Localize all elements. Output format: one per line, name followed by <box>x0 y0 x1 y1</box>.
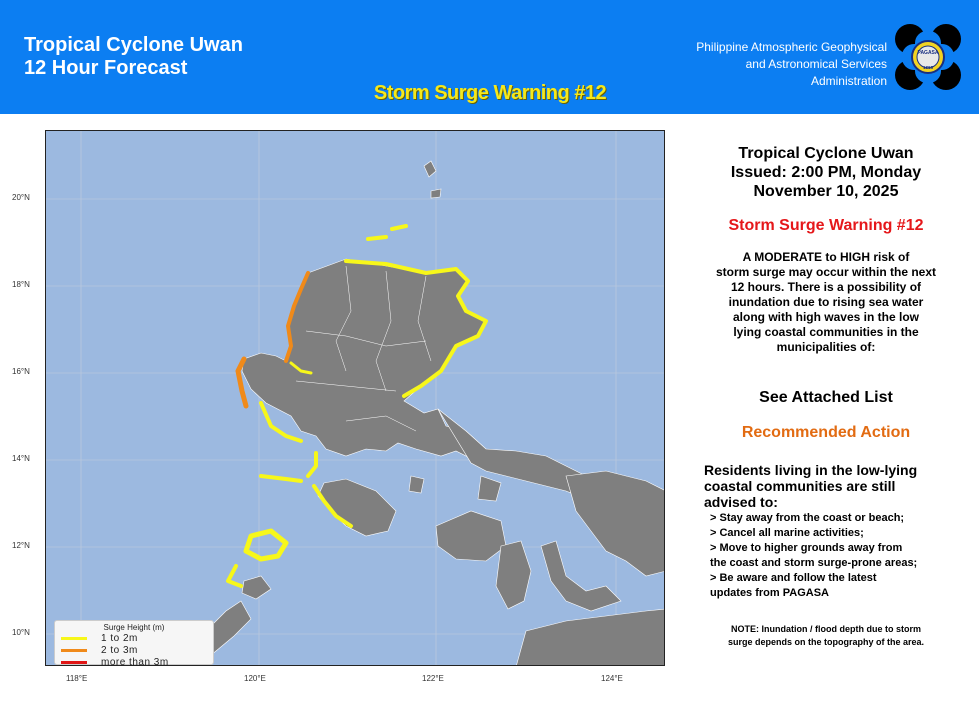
legend-swatch <box>61 637 87 640</box>
legend-item <box>55 656 213 668</box>
issued-block <box>690 144 962 201</box>
advice-items <box>704 511 962 601</box>
legend-label: more than 3m <box>101 656 169 668</box>
see-attached-list: See Attached List <box>759 389 893 406</box>
advice-block <box>690 462 962 601</box>
map-legend <box>54 620 214 668</box>
lat-label: 10°N <box>12 628 30 637</box>
lat-label: 18°N <box>12 280 30 289</box>
advice-line: advised to: <box>704 494 778 510</box>
lat-label: 14°N <box>12 454 30 463</box>
risk-line: municipalities of: <box>776 340 876 354</box>
lon-label: 118°E <box>66 674 88 683</box>
risk-line: A MODERATE to HIGH risk of <box>742 250 910 264</box>
header-bar <box>0 0 979 114</box>
title-line-2: 12 Hour Forecast <box>24 57 188 79</box>
advice-item: updates from PAGASA <box>710 587 829 599</box>
legend-label: 2 to 3m <box>101 644 138 656</box>
risk-line: along with high waves in the low <box>732 310 919 324</box>
advice-line: coastal communities are still <box>704 478 896 494</box>
risk-line: 12 hours. There is a possibility of <box>730 280 922 294</box>
lon-label: 120°E <box>244 674 266 683</box>
legend-swatch <box>61 661 87 664</box>
advice-lead <box>704 462 962 510</box>
topography-note <box>690 623 962 649</box>
romblon-island <box>409 476 424 493</box>
risk-line: storm surge may occur within the next <box>715 265 937 279</box>
advice-item: > Cancel all marine activities; <box>710 527 864 539</box>
advice-item: the coast and storm surge-prone areas; <box>710 557 918 569</box>
risk-statement <box>690 250 962 355</box>
pagasa-logo-icon <box>893 22 963 92</box>
risk-line: inundation due to rising sea water <box>728 295 924 309</box>
lon-label: 122°E <box>422 674 444 683</box>
lat-label: 20°N <box>12 193 30 202</box>
map-canvas <box>46 131 665 666</box>
storm-surge-map <box>0 118 680 693</box>
lat-label: 12°N <box>12 541 30 550</box>
lon-label: 124°E <box>601 674 623 683</box>
recommended-action-heading: Recommended Action <box>741 424 911 441</box>
advice-item: > Be aware and follow the latest <box>710 572 877 584</box>
surge-low-babuyan <box>368 237 386 239</box>
note-line: surge depends on the topography of the area. <box>727 637 925 647</box>
legend-label: 1 to 2m <box>101 632 138 644</box>
legend-swatch <box>61 649 87 652</box>
warning-number: Storm Surge Warning #12 <box>728 217 924 234</box>
advice-item: > Stay away from the coast or beach; <box>710 512 905 524</box>
logo-text: PAGASA <box>917 50 939 56</box>
legend-item <box>55 632 213 644</box>
logo-year: 1865 <box>922 65 934 70</box>
storm-surge-banner: Storm Surge Warning #12 <box>373 82 607 104</box>
risk-line: lying coastal communities in the <box>733 325 919 339</box>
issued-line-3: November 10, 2025 <box>753 183 899 200</box>
agency-line-1: Philippine Atmospheric Geophysical <box>696 40 887 54</box>
title-line-1: Tropical Cyclone Uwan <box>24 34 243 56</box>
map-frame <box>45 130 665 666</box>
note-line: NOTE: Inundation / flood depth due to storm <box>731 624 921 634</box>
advice-line: Residents living in the low-lying <box>704 462 918 478</box>
warning-panel <box>690 144 962 649</box>
issued-line-2: Issued: 2:00 PM, Monday <box>730 164 922 181</box>
forecast-title <box>24 34 243 80</box>
legend-item <box>55 644 213 656</box>
lat-label: 16°N <box>12 367 30 376</box>
advice-item: > Move to higher grounds away from <box>710 542 903 554</box>
agency-line-2: and Astronomical Services <box>745 57 887 71</box>
issued-line-1: Tropical Cyclone Uwan <box>738 145 914 162</box>
legend-title: Surge Height (m) <box>103 623 165 632</box>
agency-line-3: Administration <box>810 74 887 88</box>
